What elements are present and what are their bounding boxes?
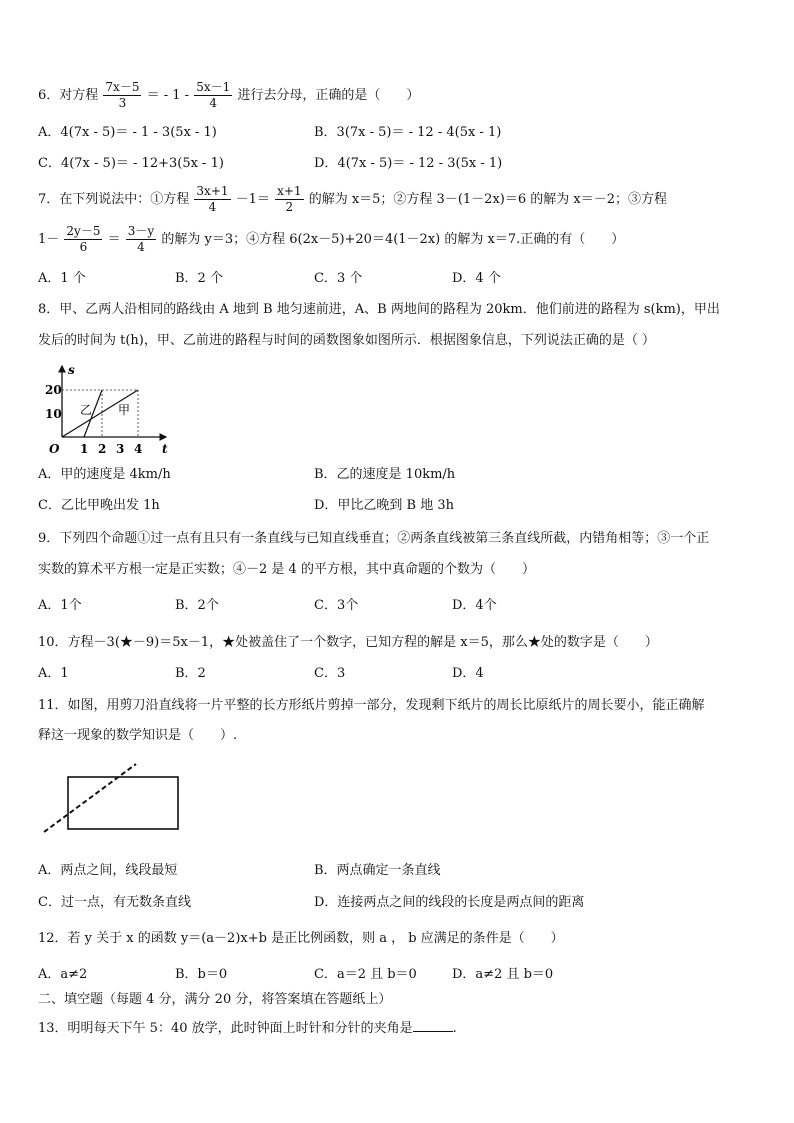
q6-fraction-2: $\frac{5x-1}{4}$ [196,80,231,110]
q12-option-d: D．a≠2 且 b＝0 [452,967,554,982]
q8-x-label: t [162,442,168,456]
question-9-line-2: 实数的算术平方根一定是正实数；④－2 是 4 的平方根，其中真命题的个数为（ ） [38,562,535,577]
q7-option-d: D．4 个 [452,271,501,286]
q8-xtick-1: 1 [80,442,89,456]
q11-option-a: A．两点之间，线段最短 [38,863,178,878]
q13-answer-blank[interactable] [413,1019,453,1032]
question-12-stem: 12．若 y 关于 x 的函数 y＝(a－2)x+b 是正比例函数，则 a ， b 应满足的条件是（ ） [38,931,564,946]
q6-text-pre: 6．对方程 [38,88,99,103]
q8-xtick-3: 3 [116,442,125,456]
q10-option-d: D．4 [452,666,484,681]
question-8-line-2: 发后的时间为 t(h)，甲、乙前进的路程与时间的函数图象如图所示．根据图象信息，下列说法正确的是（ ） [38,333,656,348]
q7-fraction-2: $\frac{x+1}{2}$ [277,184,302,214]
q8-option-d: D．甲比乙晚到 B 地 3h [314,498,455,513]
q9-option-b: B．2个 [175,598,219,613]
q12-option-b: B．b＝0 [175,967,228,982]
q8-option-b: B．乙的速度是 10km/h [314,467,456,482]
q11-cut-line [44,764,136,832]
q7-option-c: C．3 个 [314,271,363,286]
q8-option-a: A．甲的速度是 4km/h [38,467,171,482]
question-11-line-1: 11．如图，用剪刀沿直线将一片平整的长方形纸片剪掉一部分，发现剩下纸片的周长比原纸片的周长要小，能正确解 [38,698,705,713]
q6-option-a: A．4(7x - 5)＝ - 1 - 3(5x - 1) [38,125,217,140]
q6-option-c: C．4(7x - 5)＝ - 12+3(5x - 1) [38,156,224,171]
q11-option-b: B．两点确定一条直线 [314,863,441,878]
q12-option-c: C．a＝2 且 b＝0 [314,967,417,982]
q8-xtick-2: 2 [98,442,107,456]
q6-text-post: 进行去分母，正确的是（ ） [237,88,420,103]
q10-option-c: C．3 [314,666,346,681]
q7-fraction-1: $\frac{3x+1}{4}$ [196,184,229,214]
q6-fraction-1: $\frac{7x-5}{3}$ [105,80,140,110]
q8-xtick-4: 4 [134,442,143,456]
q6-text-mid: ＝ - 1 - [146,88,190,103]
q8-option-c: C．乙比甲晚出发 1h [38,498,160,513]
q8-distance-time-graph [38,362,178,458]
question-6-stem [38,80,419,111]
question-13-stem: 13．明明每天下午 5：40 放学，此时钟面上时针和分针的夹角是 . [38,1021,457,1036]
q9-option-c: C．3个 [314,598,359,613]
q12-option-a: A．a≠2 [38,967,88,982]
q8-origin-label: O [49,442,60,456]
question-10-stem: 10．方程－3(★－9)＝5x－1，★处被盖住了一个数字，已知方程的解是 x＝5，那么★处的数字是（ ） [38,635,658,650]
q9-option-d: D．4个 [452,598,497,613]
question-9-line-1: 9．下列四个命题①过一点有且只有一条直线与已知直线垂直；②两条直线被第三条直线所截，内错角相等；③一个正 [38,531,710,546]
question-7-line-2: 1－ $\frac{2y-5}{6}$ ＝ $\frac{3-y}{4}$ 的解为 y＝3；④方程 6(2x－5)+20＝4(1－2x) 的解为 x＝7.正确的有（ ） [38,224,625,254]
q11-option-d: D．连接两点之间的线段的长度是两点间的距离 [314,895,585,910]
q8-ytick-10: 10 [45,407,62,421]
q8-label-jia: 甲 [118,403,131,417]
q11-rectangle-cut-figure [38,760,188,840]
q6-option-d: D．4(7x - 5)＝ - 12 - 3(5x - 1) [314,156,503,171]
q8-y-label: s [68,363,75,377]
q7-fraction-3: $\frac{2y-5}{6}$ [66,224,101,254]
question-7-line-1: 7．在下列说法中：①方程 $\frac{3x+1}{4}$ －1＝ $\frac{x+1}{2}$ 的解为 x＝5；②方程 3－(1－2x)＝6 的解为 x＝－2；③方程 [38,184,667,214]
q9-option-a: A．1个 [38,598,82,613]
q10-option-b: B．2 [175,666,206,681]
q7-option-a: A．1 个 [38,271,86,286]
q7-fraction-4: $\frac{3-y}{4}$ [127,224,155,254]
q8-label-yi: 乙 [80,403,93,417]
q8-ytick-20: 20 [45,383,62,397]
question-11-line-2: 释这一现象的数学知识是（ ）. [38,728,238,743]
question-8-line-1: 8．甲、乙两人沿相同的路线由 A 地到 B 地匀速前进，A、B 两地间的路程为 20km．他们前进的路程为 s(km)，甲出 [38,302,720,317]
q11-option-c: C．过一点，有无数条直线 [38,895,191,910]
q10-option-a: A．1 [38,666,69,681]
q6-option-b: B．3(7x - 5)＝ - 12 - 4(5x - 1) [314,125,502,140]
q7-option-b: B．2 个 [175,271,223,286]
section-2-heading: 二、填空题（每题 4 分，满分 20 分，将答案填在答题纸上） [38,992,392,1007]
